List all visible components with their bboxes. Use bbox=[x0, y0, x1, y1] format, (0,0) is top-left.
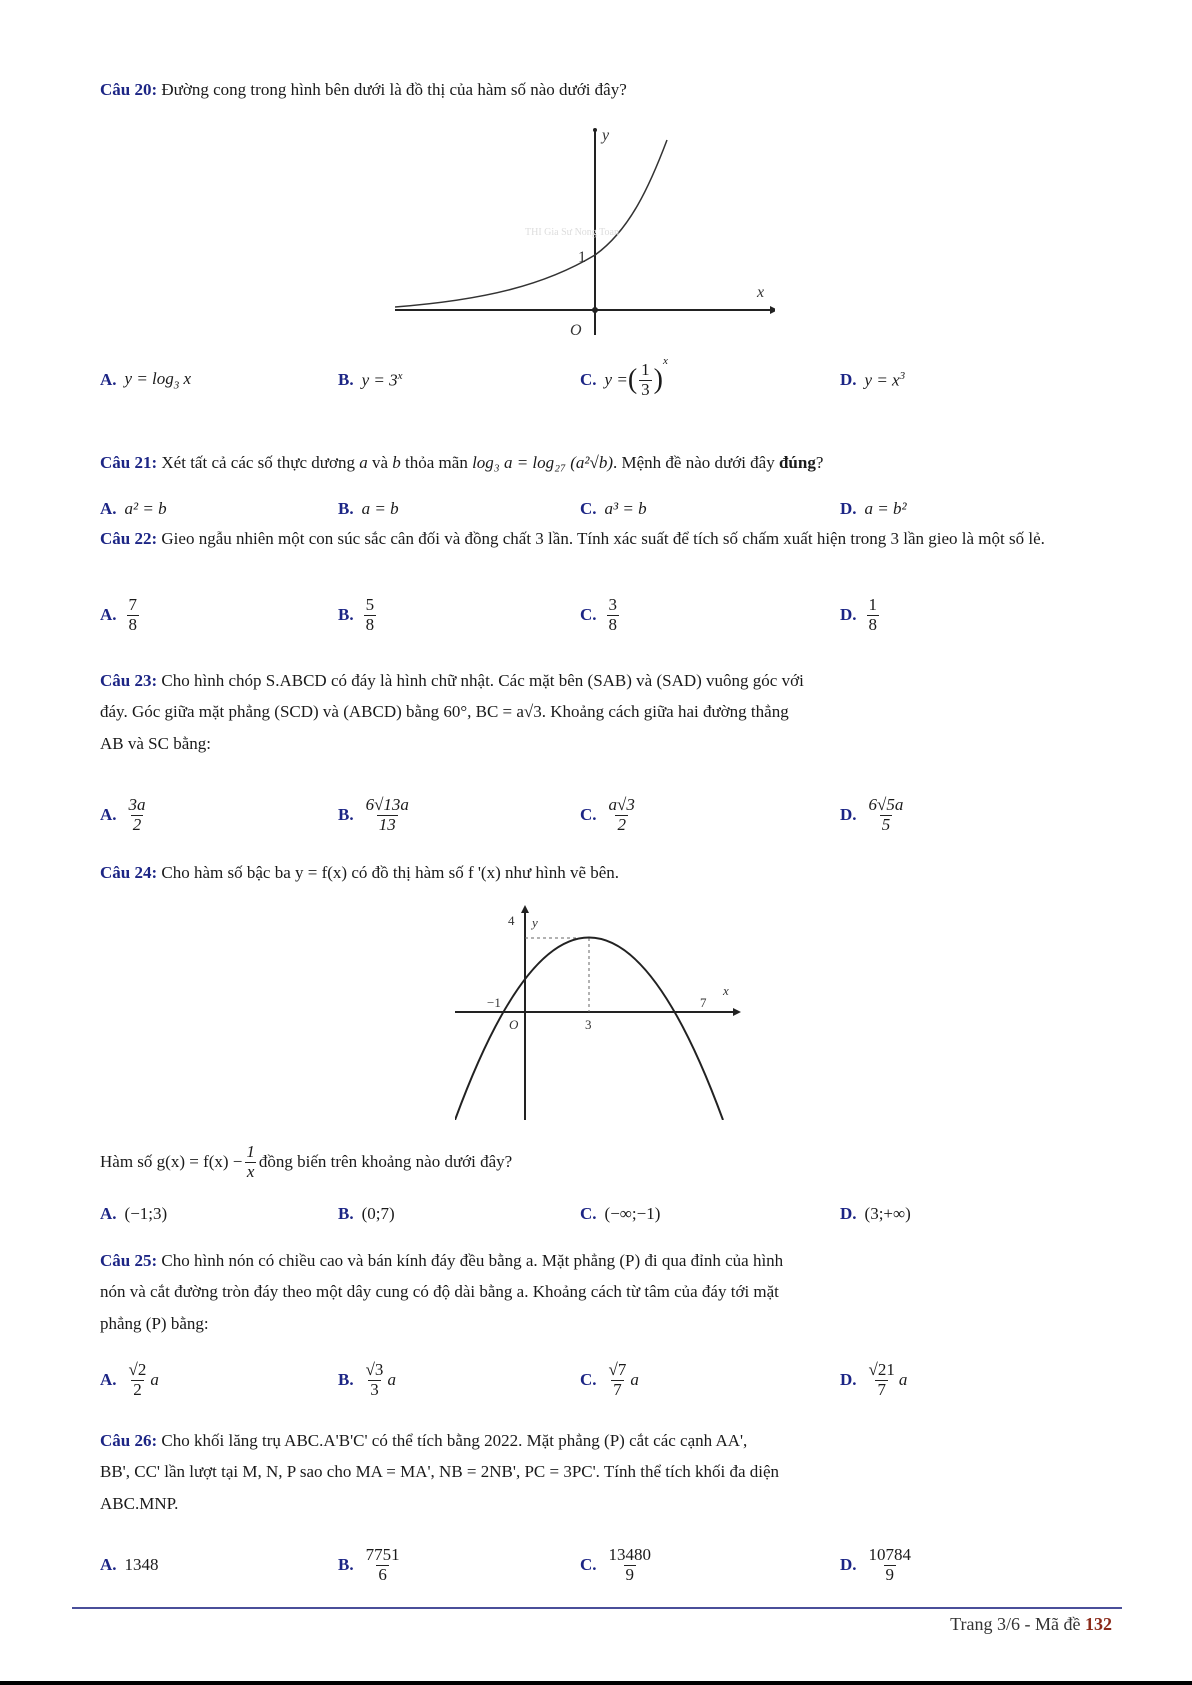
footer-divider bbox=[72, 1607, 1122, 1609]
option-a[interactable]: A. a² = b bbox=[100, 499, 167, 518]
page-footer: Trang 3/6 - Mã đề 132 bbox=[950, 1614, 1112, 1634]
option-d[interactable]: D. (3;+∞) bbox=[840, 1204, 911, 1223]
option-c[interactable]: C. $\frac{√7}{7}$ a bbox=[580, 1359, 639, 1399]
origin-label: O bbox=[570, 322, 582, 339]
option-d[interactable]: D. $\frac{1}{8}$ bbox=[840, 594, 878, 634]
option-a[interactable]: A. $y = \log_3 x$ bbox=[100, 368, 192, 392]
page-bottom-border bbox=[0, 1681, 1192, 1685]
option-a[interactable]: A. $\frac{3a}{2}$ bbox=[100, 794, 146, 834]
x-tick-neg1: −1 bbox=[487, 995, 501, 1010]
question-25: Câu 25: Cho hình nón có chiều cao và bán kính đáy đều bằng a. Mặt phẳng (P) đi qua đỉnh của hình nón và cắt đường tròn đáy theo một dây cung có độ dài bằng a. Khoảng cách từ tâm của đáy tới mặt phẳng (P) bằng: bbox=[100, 1251, 784, 1333]
x-tick-3: 3 bbox=[585, 1017, 592, 1032]
options-20 bbox=[100, 355, 1110, 405]
option-a[interactable]: A. $\frac{√2}{2}$ a bbox=[100, 1359, 159, 1399]
watermark: THI Gia Sư Nong Toan bbox=[525, 227, 619, 238]
option-b[interactable]: B. $y = 3^x$ bbox=[338, 369, 403, 390]
option-c[interactable]: C. $\frac{3}{8}$ bbox=[580, 594, 618, 634]
options-21 bbox=[100, 495, 1110, 523]
y-tick-4: 4 bbox=[508, 913, 515, 928]
option-a[interactable]: A. $\frac{7}{8}$ bbox=[100, 594, 138, 634]
options-25 bbox=[100, 1355, 1110, 1405]
option-b[interactable]: B. (0;7) bbox=[338, 1204, 395, 1223]
y-axis-label: y bbox=[602, 127, 610, 144]
option-d[interactable]: D. $\frac{6√5a}{5}$ bbox=[840, 794, 904, 834]
options-23 bbox=[100, 790, 1110, 840]
option-c[interactable]: C. (−∞;−1) bbox=[580, 1204, 661, 1223]
question-23: Câu 23: Cho hình chóp S.ABCD có đáy là hình chữ nhật. Các mặt bên (SAB) và (SAD) vuông góc với đáy. Góc giữa mặt phẳng (SCD) và (ABCD) bằng 60°, BC = a√3. Khoảng cách giữa hai đường thẳng AB và SC bằng: bbox=[100, 671, 804, 753]
option-a[interactable]: A. 1348 bbox=[100, 1555, 159, 1574]
exponential-graph-figure bbox=[395, 125, 775, 340]
question-text: Đường cong trong hình bên dưới là đồ thị của hàm số nào dưới đây? bbox=[161, 80, 627, 99]
question-20 bbox=[100, 80, 1110, 100]
option-c[interactable]: C. y = ( $\frac{1}{3}$ ) $^x$ bbox=[580, 355, 668, 399]
option-c[interactable]: C. $\frac{a√3}{2}$ bbox=[580, 794, 635, 834]
exam-code: 132 bbox=[1085, 1614, 1112, 1634]
options-26 bbox=[100, 1540, 1110, 1590]
question-26: Câu 26: Cho khối lăng trụ ABC.A'B'C' có thể tích bằng 2022. Mặt phẳng (P) cắt các cạnh AA', BB', CC' lần lượt tại M, N, P sao cho MA = MA', NB = 2NB', PC = 3PC'. Tính thể tích khối đa diện ABC.MNP. bbox=[100, 1431, 780, 1513]
origin-label: O bbox=[509, 1017, 519, 1032]
option-d[interactable]: D. $\frac{√21}{7}$ a bbox=[840, 1359, 908, 1399]
question-24-subquestion: Hàm số g(x) = f(x) − $\frac{1}{x}$ đồng biến trên khoảng nào dưới đây? bbox=[100, 1142, 513, 1181]
option-b[interactable]: B. $\frac{√3}{3}$ a bbox=[338, 1359, 396, 1399]
option-c[interactable]: C. $\frac{13480}{9}$ bbox=[580, 1544, 652, 1584]
x-axis-label: x bbox=[757, 284, 765, 301]
question-22: Câu 22: Gieo ngẫu nhiên một con súc sắc cân đối và đồng chất 3 lần. Tính xác suất để tích số chấm xuất hiện trong 3 lần gieo là một số lẻ. bbox=[100, 529, 1045, 548]
y-tick-1: 1 bbox=[578, 249, 586, 266]
option-b[interactable]: B. $\frac{7751}{6}$ bbox=[338, 1544, 400, 1584]
svg-text:y: y bbox=[532, 915, 538, 930]
question-label: Câu 20: bbox=[100, 80, 158, 99]
question-24: Câu 24: Cho hàm số bậc ba y = f(x) có đồ thị hàm số f '(x) như hình vẽ bên. bbox=[100, 863, 620, 882]
parabola-derivative-graph-figure bbox=[455, 905, 745, 1120]
option-d[interactable]: D. a = b² bbox=[840, 499, 907, 518]
x-tick-7: 7 bbox=[700, 995, 707, 1010]
option-b[interactable]: B. $\frac{6√13a}{13}$ bbox=[338, 794, 409, 834]
option-d[interactable]: D. $\frac{10784}{9}$ bbox=[840, 1544, 912, 1584]
option-a[interactable]: A. (−1;3) bbox=[100, 1204, 168, 1223]
option-d[interactable]: D. $y = x^3$ bbox=[840, 369, 906, 390]
options-24 bbox=[100, 1200, 1110, 1228]
option-c[interactable]: C. a³ = b bbox=[580, 499, 647, 518]
question-21: Câu 21: Xét tất cả các số thực dương a và b thỏa mãn log₃ a = log₂₇ (a²√b). Mệnh đề nào dưới đây đúng? bbox=[100, 453, 824, 472]
option-b[interactable]: B. $\frac{5}{8}$ bbox=[338, 594, 375, 634]
options-22 bbox=[100, 590, 1110, 640]
svg-text:x: x bbox=[723, 983, 729, 998]
option-b[interactable]: B. a = b bbox=[338, 499, 399, 518]
